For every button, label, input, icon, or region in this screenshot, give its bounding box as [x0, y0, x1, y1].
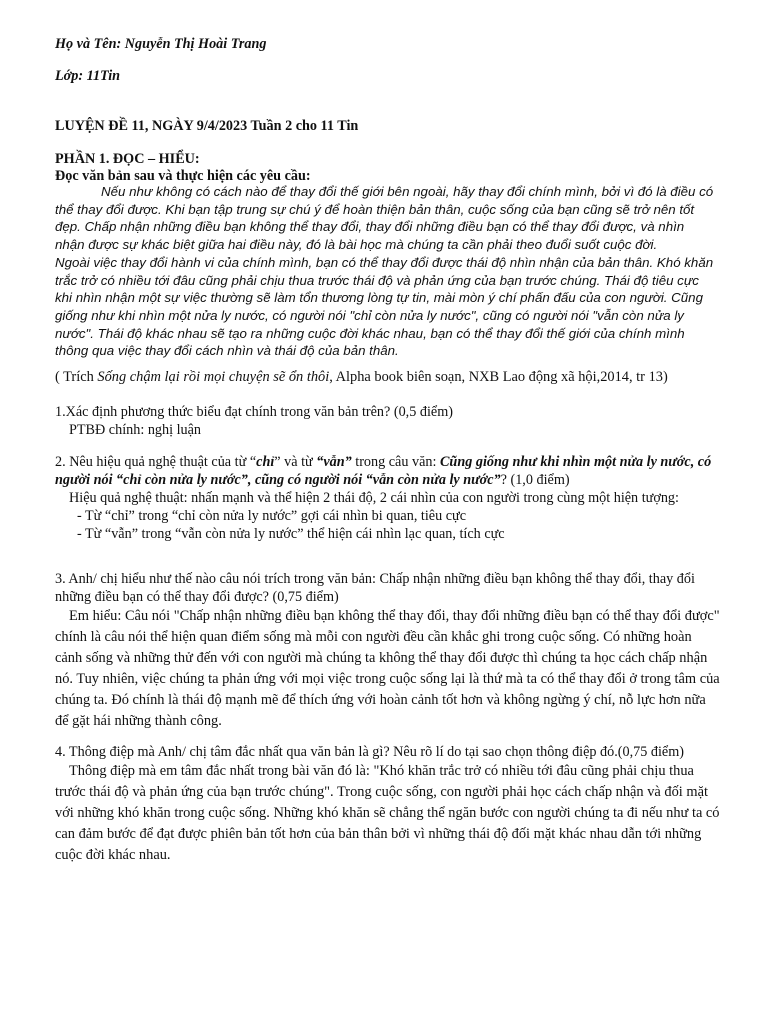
question-4-text: 4. Thông điệp mà Anh/ chị tâm đắc nhất qua văn bản là gì? Nêu rõ lí do tại sao chọn thông điệp đó.(0,75 điểm)	[55, 744, 684, 760]
question-2-word-van: “vẫn”	[316, 454, 352, 470]
section-heading: PHẦN 1. ĐỌC – HIỂU:	[55, 151, 200, 167]
question-2	[55, 453, 721, 543]
question-3-answer: Em hiểu: Câu nói "Chấp nhận những điều bạn không thể thay đổi, thay đổi những điều bạn có thể thay đổi được" chính là câu nói thể hiện quan điểm sống mà mỗi con người đều cần khắc ghi trong cuộc sống. Có những hoàn cảnh sống và những thử đến với con người mà chúng ta không thể thay đổi được thì chúng ta học cách chấp nhận nó. Tuy nhiên, việc chúng ta phản ứng với mọi việc trong cuộc sống lại là thứ mà ta có thể thay đổi ở trong tâm của chúng ta. Đó chính là thái độ mạnh mẽ để thích ứng với hoàn cảnh tốt hơn và không ngừng ý chí, nỗ lực hơn nữa để gặt hái những thành công.	[55, 608, 720, 729]
passage-source	[55, 368, 715, 386]
question-3-text: 3. Anh/ chị hiểu như thế nào câu nói trích trong văn bản: Chấp nhận những điều bạn không thể thay đổi, thay đổi những điều bạn có thể thay đổi được? (0,75 điểm)	[55, 571, 695, 605]
source-suffix: , Alpha book biên soạn, NXB Lao động xã hội,2014, tr 13)	[329, 369, 668, 385]
source-title: Sống chậm lại rồi mọi chuyện sẽ ổn thôi	[97, 369, 330, 385]
question-2-part-1: 2. Nêu hiệu quả nghệ thuật của từ “	[55, 454, 257, 470]
question-2-text	[55, 453, 721, 489]
student-name: Họ và Tên: Nguyễn Thị Hoài Trang	[55, 36, 267, 52]
question-1-answer: PTBĐ chính: nghị luận	[69, 422, 202, 438]
reading-passage	[55, 183, 715, 360]
question-2-bullet-2: - Từ “vẫn” trong “vẫn còn nửa ly nước” thể hiện cái nhìn lạc quan, tích cực	[77, 526, 505, 542]
source-prefix: ( Trích	[55, 369, 98, 385]
passage-paragraph-1: Nếu như không có cách nào để thay đổi thế giới bên ngoài, hãy thay đổi chính mình, bởi vì đó là điều có thể thay đổi được. Khi bạn tập trung sự chú ý để hoàn thiện bản thân, cuộc sống của bạn cũng sẽ trở nên tốt đẹp. Chấp nhận những điều bạn không thể thay đổi, thay đổi những điều bạn có thể thay đổi được, và nhìn nhận được sự khác biệt giữa hai điều này, đó là bài học mà chúng ta cần phải theo đuổi suốt cuộc đời.	[55, 184, 714, 253]
question-2-sentence: Cũng giống như khi nhìn một nửa ly nước, có người nói “chỉ còn nửa ly nước”, cũng có người nói “vẫn còn nửa ly nước”	[55, 454, 712, 488]
exam-title: LUYỆN ĐỀ 11, NGÀY 9/4/2023 Tuần 2 cho 11 Tin	[55, 118, 359, 134]
question-2-points: ? (1,0 điểm)	[500, 472, 570, 488]
question-2-part-2: ” và từ	[274, 454, 317, 470]
question-1	[55, 403, 721, 439]
question-1-text: 1.Xác định phương thức biểu đạt chính trong văn bản trên? (0,5 điểm)	[55, 404, 453, 420]
question-3	[55, 570, 721, 732]
question-2-bullet-1: - Từ “chỉ” trong “chỉ còn nửa ly nước” gợi cái nhìn bi quan, tiêu cực	[77, 508, 467, 524]
passage-paragraph-2: Ngoài việc thay đổi hành vi của chính mình, bạn có thể thay đổi được thái độ nhìn nhận của bản thân. Khó khăn trắc trở có nhiều tới đâu cũng phải chịu thua trước thái độ và phản ứng của bạn trước chúng. Thái độ tiêu cực khi nhìn nhận một sự việc thường sẽ làm tổn thương lòng tự tin, mài mòn ý chí phấn đấu của con người. Cũng giống như khi nhìn một nửa ly nước, có người nói "chỉ còn nửa ly nước", cũng có người nói "vẫn còn nửa ly nước". Thái độ khác nhau sẽ tạo ra những cuộc đời khác nhau, bạn có thể thay đổi thế giới của chính mình thông qua việc thay đổi cách nhìn và thái độ của bản thân.	[55, 254, 714, 359]
question-2-part-3: trong câu văn:	[351, 454, 440, 470]
question-2-answer: Hiệu quả nghệ thuật: nhấn mạnh và thể hiện 2 thái độ, 2 cái nhìn của con người trong cùng một hiện tượng:	[69, 490, 679, 506]
reading-instruction: Đọc văn bản sau và thực hiện các yêu cầu:	[55, 168, 311, 184]
student-class: Lớp: 11Tin	[55, 68, 121, 84]
question-4-answer: Thông điệp mà em tâm đắc nhất trong bài văn đó là: "Khó khăn trắc trở có nhiều tới đâu cũng phải chịu thua trước thái độ và phản ứng của bạn trước chúng". Trong cuộc sống, con người phải học cách chấp nhận và đối mặt với những khó khăn trong cuộc sống. Những khó khăn sẽ chẳng thể ngăn bước con người chúng ta đi nếu như ta có can đảm bước để đạt được phiên bản tốt hơn của bản thân bởi vì những thái độ đối mặt khác nhau dẫn tới những cuộc đời khác nhau.	[55, 763, 720, 863]
question-2-word-chi: chỉ	[256, 454, 275, 470]
question-4	[55, 743, 721, 866]
